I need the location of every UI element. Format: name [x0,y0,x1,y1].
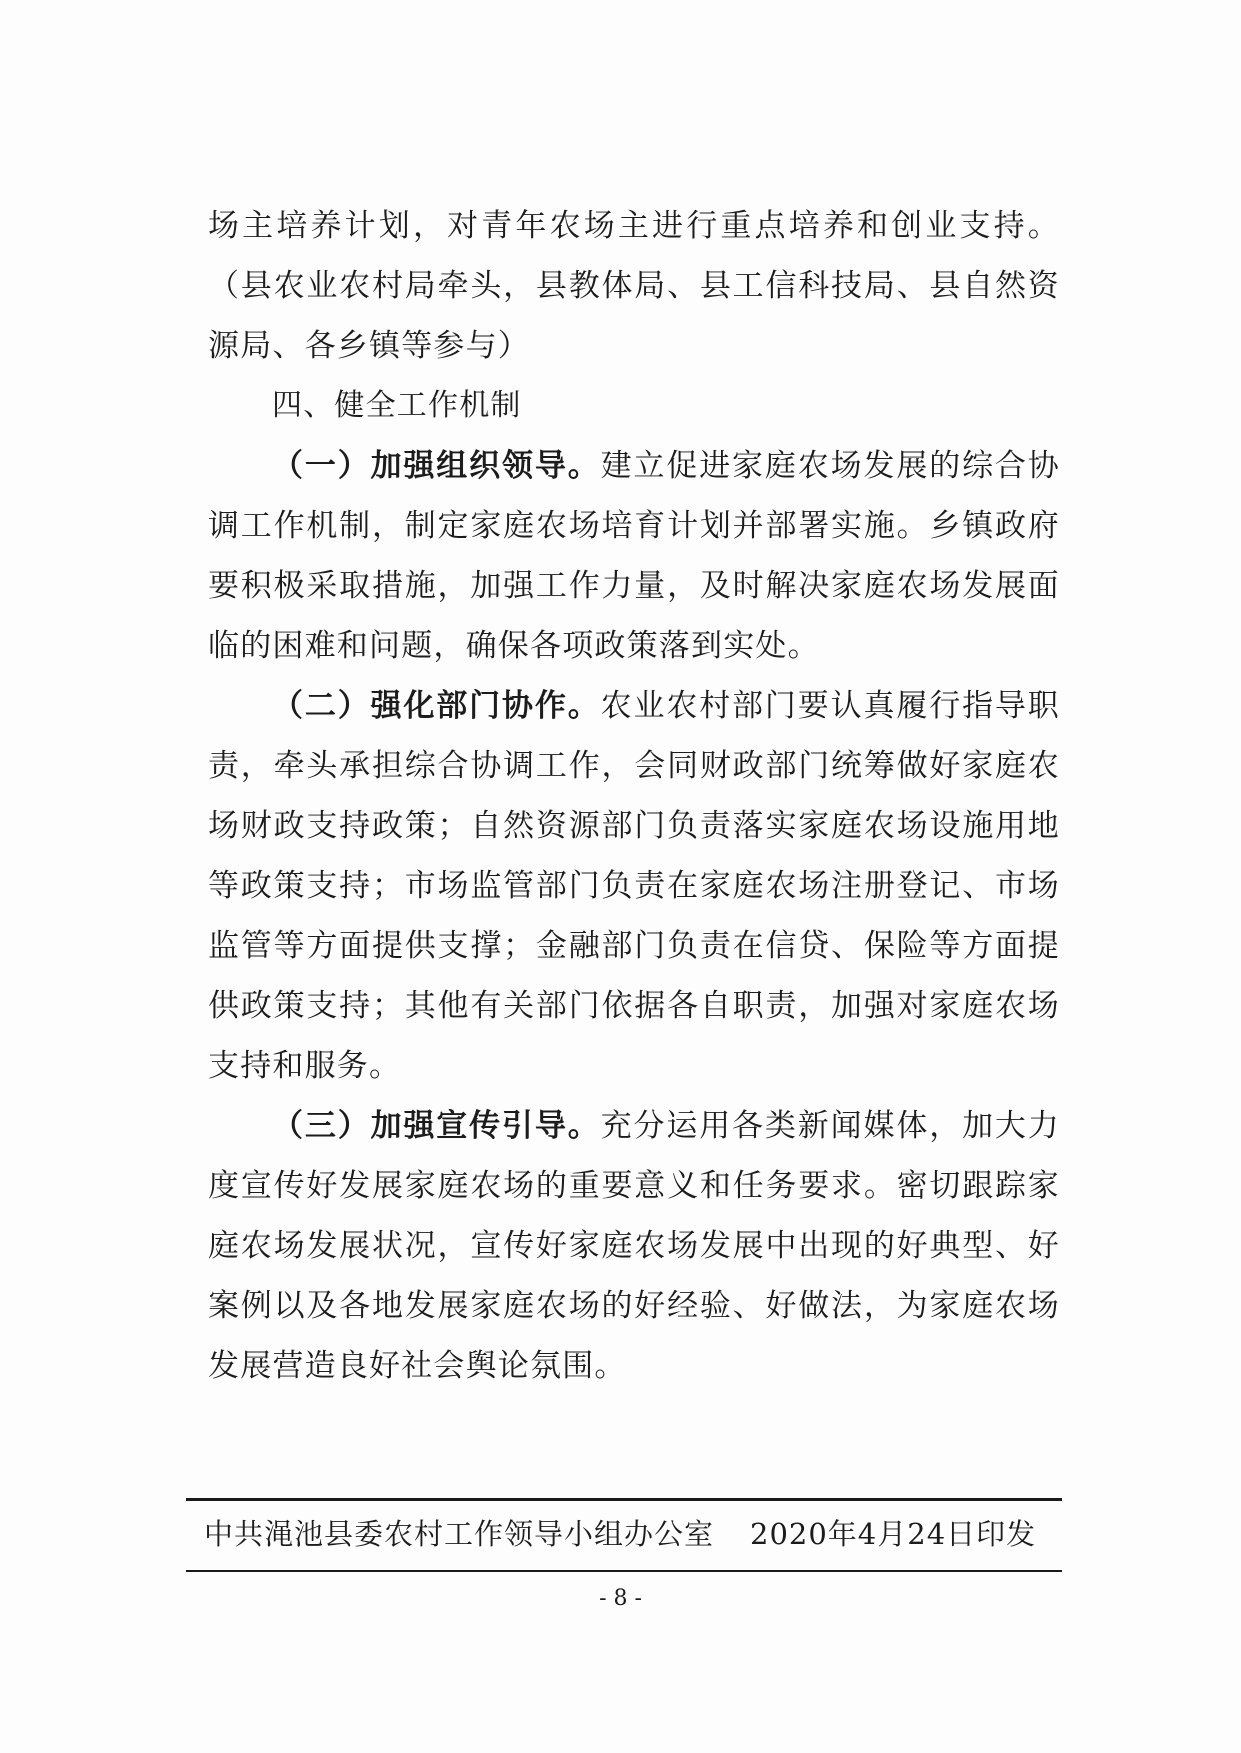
item-text-3: 充分运用各类新闻媒体，加大力度宣传好发展家庭农场的重要意义和任务要求。密切跟踪家庭农场发展状况，宣传好家庭农场发展中出现的好典型、好案例以及各地发展家庭农场的好经验、好做法，为家庭农场发展营造良好社会舆论氛围。 [208,1108,1060,1384]
item-paragraph-2 [208,676,1060,1096]
item-paragraph-1 [208,436,1060,676]
page-number: - 8 - [599,1586,642,1611]
footer-top-rule [186,1498,1062,1501]
section-heading: 四、健全工作机制 [272,388,522,423]
footer-issuer: 中共渑池县委农村工作领导小组办公室 [204,1517,715,1551]
item-paragraph-3 [208,1096,1060,1396]
document-body [208,196,1060,1396]
item-title-1: （一）加强组织领导。 [272,448,601,484]
intro-paragraph: 场主培养计划，对青年农场主进行重点培养和创业支持。（县农业农村局牵头，县教体局、县工信科技局、县自然资源局、各乡镇等参与） [208,208,1060,364]
item-text-1: 建立促进家庭农场发展的综合协调工作机制，制定家庭农场培育计划并部署实施。乡镇政府要积极采取措施，加强工作力量，及时解决家庭农场发展面临的困难和问题，确保各项政策落到实处。 [208,448,1060,664]
item-text-2: 农业农村部门要认真履行指导职责，牵头承担综合协调工作，会同财政部门统筹做好家庭农场财政支持政策；自然资源部门负责落实家庭农场设施用地等政策支持；市场监管部门负责在家庭农场注册登记、市场监管等方面提供支撑；金融部门负责在信贷、保险等方面提供政策支持；其他有关部门依据各自职责，加强对家庭农场支持和服务。 [208,688,1060,1084]
item-title-3: （三）加强宣传引导。 [272,1108,601,1144]
item-title-2: （二）强化部门协作。 [272,688,601,724]
footer-date: 2020年4月24日印发 [750,1517,1037,1551]
footer-bottom-rule [186,1570,1062,1572]
